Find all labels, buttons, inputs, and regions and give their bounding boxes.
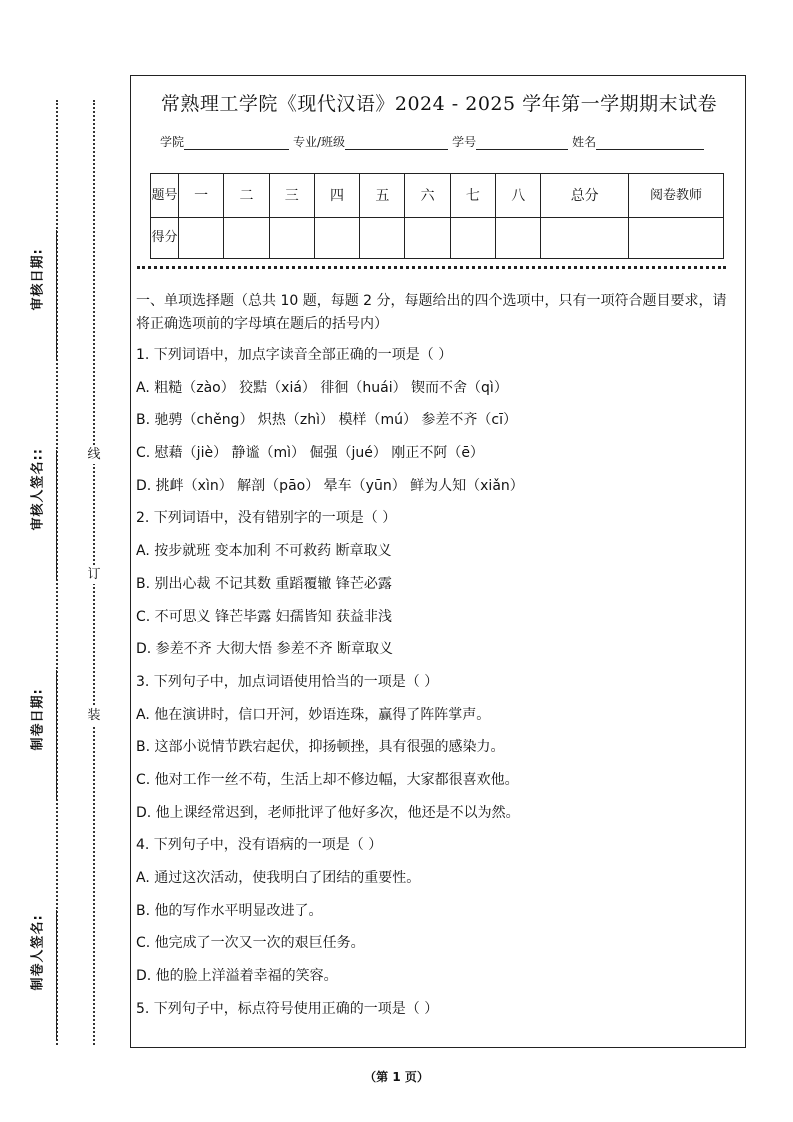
col-6: 六 bbox=[405, 174, 450, 218]
score-cell-2[interactable] bbox=[224, 217, 269, 258]
college-input[interactable] bbox=[184, 136, 289, 150]
name-label: 姓名 bbox=[572, 135, 597, 149]
maker-signature-line bbox=[56, 910, 57, 1040]
score-cell-7[interactable] bbox=[450, 217, 495, 258]
score-table bbox=[150, 173, 724, 259]
col-1: 一 bbox=[179, 174, 224, 218]
reviewer-date-line bbox=[56, 230, 57, 360]
question-1-option-a: A. 粗糙（zào） 狡黠（xiá） 徘徊（huái） 锲而不舍（qì） bbox=[136, 379, 508, 396]
questions-content bbox=[136, 290, 738, 1030]
binding-char-zhuang: 装 bbox=[85, 707, 103, 725]
student-id-input[interactable] bbox=[476, 136, 568, 150]
score-table-header-row bbox=[151, 174, 724, 218]
section-title: 一、单项选择题（总共 10 题，每题 2 分，每题给出的四个选项中，只有一项符合题目要求，请将正确选项前的字母填在题后的括号内） bbox=[136, 293, 727, 332]
question-number-label: 题号 bbox=[151, 174, 179, 218]
question-2-option-a: A. 按步就班 变本加利 不可救药 断章取义 bbox=[136, 543, 392, 560]
col-2: 二 bbox=[224, 174, 269, 218]
score-cell-3[interactable] bbox=[269, 217, 314, 258]
col-grader: 阅卷教师 bbox=[629, 174, 724, 218]
maker-signature-label: 制卷人签名: bbox=[30, 914, 46, 991]
question-3-option-c: C. 他对工作一丝不苟，生活上却不修边幅，大家都很喜欢他。 bbox=[136, 771, 519, 788]
reviewer-signature-field[interactable] bbox=[14, 380, 58, 600]
binding-char-xian: 线 bbox=[85, 446, 103, 464]
col-4: 四 bbox=[314, 174, 359, 218]
exam-title: 常熟理工学院《现代汉语》2024 - 2025 学年第一学期期末试卷 bbox=[160, 93, 718, 115]
score-cell-1[interactable] bbox=[179, 217, 224, 258]
question-2-option-b: B. 别出心裁 不记其数 重蹈覆辙 锋芒必露 bbox=[136, 575, 392, 592]
col-total: 总分 bbox=[541, 174, 629, 218]
section-separator bbox=[137, 266, 726, 269]
score-cell-5[interactable] bbox=[360, 217, 405, 258]
question-1-option-b: B. 驰骋（chěng） 炽热（zhì） 模样（mú） 参差不齐（cī） bbox=[136, 412, 518, 429]
name-input[interactable] bbox=[596, 136, 704, 150]
question-4-option-b: B. 他的写作水平明显改进了。 bbox=[136, 902, 323, 919]
col-7: 七 bbox=[450, 174, 495, 218]
col-8: 八 bbox=[496, 174, 541, 218]
maker-date-line bbox=[56, 670, 57, 800]
reviewer-signature-label: 审核人签名:: bbox=[30, 448, 46, 531]
score-cell-8[interactable] bbox=[496, 217, 541, 258]
question-1-option-d: D. 挑衅（xìn） 解剖（pāo） 晕车（yūn） 鲜为人知（xiǎn） bbox=[136, 477, 524, 494]
question-3: 3. 下列句子中，加点词语使用恰当的一项是（ ） bbox=[136, 673, 439, 690]
score-cell-6[interactable] bbox=[405, 217, 450, 258]
question-5: 5. 下列句子中，标点符号使用正确的一项是（ ） bbox=[136, 1000, 439, 1017]
college-label: 学院 bbox=[160, 135, 185, 149]
col-3: 三 bbox=[269, 174, 314, 218]
question-1-option-c: C. 慰藉（jiè） 静谧（mì） 倔强（jué） 刚正不阿（ē） bbox=[136, 445, 484, 462]
question-3-option-b: B. 这部小说情节跌宕起伏，抑扬顿挫，具有很强的感染力。 bbox=[136, 739, 505, 756]
student-info-row bbox=[160, 133, 708, 150]
question-2-option-c: C. 不可思义 锋芒毕露 妇孺皆知 获益非浅 bbox=[136, 608, 393, 625]
reviewer-date-field[interactable] bbox=[14, 160, 58, 380]
question-1: 1. 下列词语中，加点字读音全部正确的一项是（ ） bbox=[136, 347, 453, 363]
maker-date-label: 制卷日期: bbox=[30, 688, 46, 751]
question-3-option-a: A. 他在演讲时，信口开河，妙语连珠，赢得了阵阵掌声。 bbox=[136, 706, 491, 723]
major-class-label: 专业/班级 bbox=[293, 135, 346, 149]
col-5: 五 bbox=[360, 174, 405, 218]
question-4-option-c: C. 他完成了一次又一次的艰巨任务。 bbox=[136, 935, 365, 952]
major-class-input[interactable] bbox=[345, 136, 448, 150]
binding-char-ding: 订 bbox=[85, 566, 103, 584]
question-2-option-d: D. 参差不齐 大彻大悟 参差不齐 断章取义 bbox=[136, 641, 394, 658]
maker-signature-field[interactable] bbox=[14, 840, 58, 1060]
maker-date-field[interactable] bbox=[14, 600, 58, 820]
score-cell-total[interactable] bbox=[541, 217, 629, 258]
question-4-option-d: D. 他的脸上洋溢着幸福的笑容。 bbox=[136, 968, 338, 985]
question-4: 4. 下列句子中，没有语病的一项是（ ） bbox=[136, 837, 383, 854]
question-4-option-a: A. 通过这次活动，使我明白了团结的重要性。 bbox=[136, 870, 421, 886]
score-cell-grader[interactable] bbox=[629, 217, 724, 258]
score-cell-4[interactable] bbox=[314, 217, 359, 258]
reviewer-signature-line bbox=[56, 450, 57, 580]
score-table-score-row bbox=[151, 217, 724, 258]
reviewer-date-label: 审核日期: bbox=[30, 248, 46, 311]
question-2: 2. 下列词语中，没有错别字的一项是（ ） bbox=[136, 510, 397, 527]
page-number: （第 1 页） bbox=[364, 1070, 429, 1084]
score-label: 得分 bbox=[151, 217, 179, 258]
question-3-option-d: D. 他上课经常迟到，老师批评了他好多次，他还是不以为然。 bbox=[136, 804, 520, 821]
student-id-label: 学号 bbox=[452, 135, 477, 149]
